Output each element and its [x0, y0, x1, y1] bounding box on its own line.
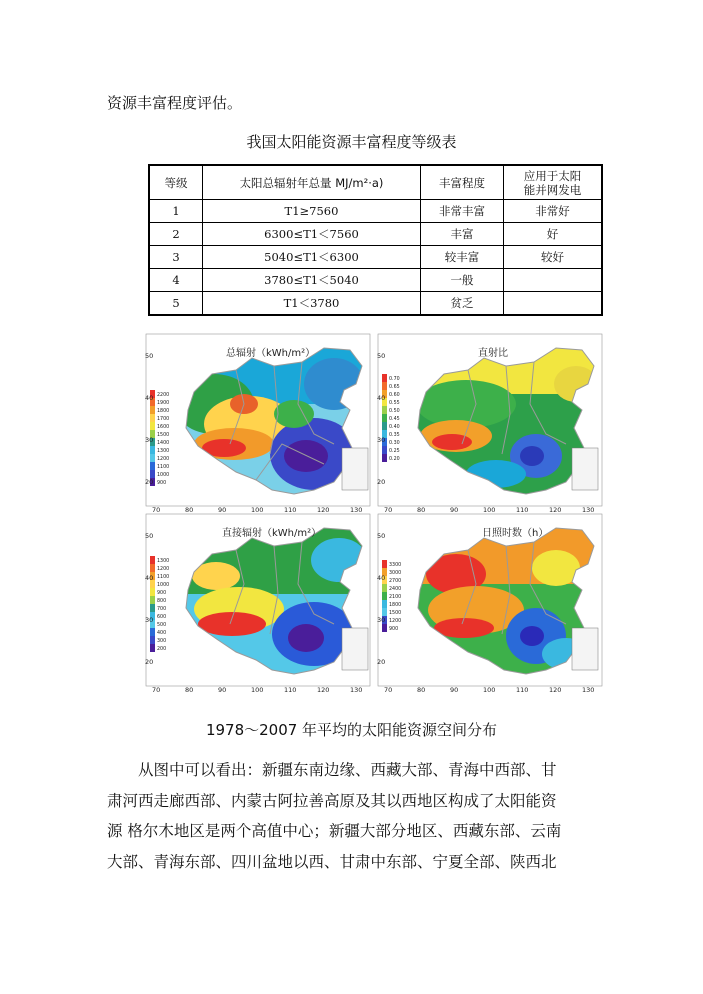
- y-tick-label: 40: [377, 394, 386, 402]
- table-title: 我国太阳能资源丰富程度等级表: [246, 133, 457, 151]
- x-tick-label: 80: [417, 686, 426, 694]
- legend-swatch: [150, 454, 155, 462]
- x-tick-label: 120: [317, 686, 330, 694]
- paragraph-line: 从图中可以看出：新疆东南边缘、西藏大部、青海中西部、甘: [138, 761, 557, 779]
- x-tick-label: 100: [483, 506, 496, 514]
- legend-swatch: [150, 414, 155, 422]
- legend-swatch: [382, 414, 387, 422]
- legend-swatch: [382, 560, 387, 568]
- y-tick-label: 50: [145, 532, 154, 540]
- legend-label: 500: [157, 623, 167, 628]
- legend-label: 1500: [157, 433, 170, 438]
- cell-richness: 较丰富: [421, 246, 504, 269]
- legend-label: 2200: [157, 393, 170, 398]
- legend-label: 1500: [389, 611, 402, 616]
- x-tick-label: 90: [218, 506, 227, 514]
- legend-swatch: [382, 584, 387, 592]
- x-tick-label: 80: [185, 506, 194, 514]
- cell-application: [504, 269, 603, 292]
- cell-richness: 非常丰富: [421, 200, 504, 223]
- legend-label: 300: [157, 639, 167, 644]
- table-row: [149, 292, 602, 316]
- legend-swatch: [150, 588, 155, 596]
- legend-label: 900: [157, 591, 167, 596]
- legend-label: 1800: [157, 409, 170, 414]
- cell-radiation: T1≥7560: [203, 200, 421, 223]
- paragraph-line: 大部、青海东部、四川盆地以西、甘肃中东部、宁夏全部、陕西北: [107, 852, 557, 871]
- x-tick-label: 100: [251, 686, 264, 694]
- y-tick-label: 30: [145, 436, 154, 444]
- legend-swatch: [150, 636, 155, 644]
- x-tick-label: 110: [284, 506, 297, 514]
- legend-swatch: [150, 604, 155, 612]
- legend-label: 1200: [157, 567, 170, 572]
- cell-richness: 丰富: [421, 223, 504, 246]
- map-direct-radiation: [146, 514, 374, 686]
- map-direct-ratio: [378, 334, 606, 506]
- x-tick-label: 120: [317, 506, 330, 514]
- legend-label: 1100: [157, 465, 170, 470]
- legend-label: 0.25: [389, 449, 400, 454]
- legend-swatch: [382, 406, 387, 414]
- legend-label: 400: [157, 631, 167, 636]
- y-tick-label: 30: [145, 616, 154, 624]
- legend-label: 1000: [157, 473, 170, 478]
- header-radiation: [203, 165, 421, 200]
- x-tick-label: 130: [582, 686, 595, 694]
- header-richness: 丰富程度: [421, 165, 504, 200]
- legend-swatch: [382, 422, 387, 430]
- y-tick-label: 20: [145, 658, 154, 666]
- x-tick-label: 120: [549, 506, 562, 514]
- grade-table: [148, 164, 603, 316]
- x-tick-label: 130: [582, 506, 595, 514]
- y-tick-label: 40: [145, 394, 154, 402]
- header-application-line: 能并网发电: [523, 182, 582, 197]
- legend-swatch: [382, 592, 387, 600]
- y-tick-label: 40: [377, 574, 386, 582]
- x-tick-label: 130: [350, 686, 363, 694]
- cell-grade: 4: [149, 269, 203, 292]
- x-tick-label: 120: [549, 686, 562, 694]
- table-row: [149, 223, 602, 246]
- cell-application: 好: [504, 223, 603, 246]
- legend-swatch: [382, 374, 387, 382]
- cell-radiation: T1＜3780: [203, 292, 421, 316]
- cell-application: 非常好: [504, 200, 603, 223]
- legend-swatch: [150, 470, 155, 478]
- cell-application: 较好: [504, 246, 603, 269]
- cell-grade: 5: [149, 292, 203, 316]
- header-application: [504, 165, 603, 200]
- legend-label: 1600: [157, 425, 170, 430]
- legend-label: 900: [157, 481, 167, 486]
- cell-radiation: 5040≤T1＜6300: [203, 246, 421, 269]
- y-tick-label: 30: [377, 436, 386, 444]
- legend-swatch: [382, 382, 387, 390]
- cell-grade: 1: [149, 200, 203, 223]
- paragraph-line: 源 格尔木地区是两个高值中心；新疆大部分地区、西藏东部、云南: [107, 822, 562, 840]
- y-tick-label: 20: [377, 658, 386, 666]
- table-row: [149, 246, 602, 269]
- map-title: 直射比: [478, 348, 508, 359]
- legend-label: 0.60: [389, 393, 400, 398]
- legend-label: 1300: [157, 449, 170, 454]
- legend-label: 1000: [157, 583, 170, 588]
- table-header-row: [149, 165, 602, 200]
- legend-swatch: [382, 600, 387, 608]
- cell-grade: 3: [149, 246, 203, 269]
- legend-label: 3300: [389, 563, 402, 568]
- header-radiation-label: 太阳总辐射年总量 MJ/m²·a): [239, 175, 384, 190]
- x-tick-label: 130: [350, 506, 363, 514]
- legend-label: 600: [157, 615, 167, 620]
- figure-caption: 1978～2007 年平均的太阳能资源空间分布: [205, 721, 498, 739]
- x-tick-label: 70: [152, 686, 161, 694]
- y-tick-label: 50: [145, 352, 154, 360]
- x-tick-label: 100: [251, 506, 264, 514]
- legend-swatch: [382, 446, 387, 454]
- legend-swatch: [150, 644, 155, 652]
- x-tick-label: 90: [218, 686, 227, 694]
- x-tick-label: 90: [450, 506, 459, 514]
- cell-richness: 贫乏: [421, 292, 504, 316]
- header-grade: 等级: [149, 165, 203, 200]
- x-tick-label: 80: [185, 686, 194, 694]
- legend-swatch: [150, 628, 155, 636]
- x-tick-label: 70: [384, 506, 393, 514]
- table-row: [149, 200, 602, 223]
- legend-swatch: [150, 422, 155, 430]
- y-tick-label: 40: [145, 574, 154, 582]
- legend-swatch: [150, 462, 155, 470]
- legend-label: 0.45: [389, 417, 400, 422]
- legend-label: 1400: [157, 441, 170, 446]
- header-application-label: [514, 169, 592, 197]
- x-tick-label: 70: [384, 686, 393, 694]
- map-total-radiation: [146, 334, 374, 506]
- x-tick-label: 80: [417, 506, 426, 514]
- paragraph-line: 肃河西走廊西部、内蒙古阿拉善高原及其以西地区构成了太阳能资: [107, 791, 557, 810]
- legend-swatch: [382, 624, 387, 632]
- y-tick-label: 20: [377, 478, 386, 486]
- solar-maps-figure: [145, 334, 604, 694]
- x-tick-label: 100: [483, 686, 496, 694]
- legend-label: 1700: [157, 417, 170, 422]
- y-tick-label: 20: [145, 478, 154, 486]
- legend-label: 3000: [389, 571, 402, 576]
- y-tick-label: 50: [377, 352, 386, 360]
- header-application-line: 应用于太阳: [523, 168, 582, 183]
- legend-swatch: [150, 596, 155, 604]
- legend-label: 0.35: [389, 433, 400, 438]
- legend-label: 2400: [389, 587, 402, 592]
- legend-label: 0.50: [389, 409, 400, 414]
- legend-swatch: [150, 406, 155, 414]
- legend-label: 900: [389, 627, 399, 632]
- legend-label: 700: [157, 607, 167, 612]
- cell-grade: 2: [149, 223, 203, 246]
- y-tick-label: 50: [377, 532, 386, 540]
- legend-label: 1100: [157, 575, 170, 580]
- legend-label: 2100: [389, 595, 402, 600]
- legend-label: 0.65: [389, 385, 400, 390]
- cell-richness: 一般: [421, 269, 504, 292]
- legend-swatch: [150, 564, 155, 572]
- legend-swatch: [150, 446, 155, 454]
- legend-label: 1200: [157, 457, 170, 462]
- legend-label: 200: [157, 647, 167, 652]
- legend-label: 1200: [389, 619, 402, 624]
- map-sunshine-hours: [378, 514, 606, 686]
- x-tick-label: 110: [284, 686, 297, 694]
- body-paragraph: [107, 755, 599, 877]
- legend-label: 0.55: [389, 401, 400, 406]
- cell-application: [504, 292, 603, 316]
- x-tick-label: 110: [516, 506, 529, 514]
- intro-text: 资源丰富程度评估。: [107, 94, 243, 112]
- table-row: [149, 269, 602, 292]
- legend-label: 800: [157, 599, 167, 604]
- legend-swatch: [382, 454, 387, 462]
- y-tick-label: 30: [377, 616, 386, 624]
- map-title: 直接辐射（kWh/m²）: [222, 528, 322, 539]
- legend-swatch: [150, 556, 155, 564]
- legend-label: 2700: [389, 579, 402, 584]
- x-tick-label: 110: [516, 686, 529, 694]
- legend-swatch: [382, 608, 387, 616]
- legend-label: 1900: [157, 401, 170, 406]
- cell-radiation: 3780≤T1＜5040: [203, 269, 421, 292]
- legend-label: 0.30: [389, 441, 400, 446]
- map-title: 日照时数（h）: [482, 528, 549, 539]
- legend-label: 0.40: [389, 425, 400, 430]
- legend-label: 1300: [157, 559, 170, 564]
- x-tick-label: 70: [152, 506, 161, 514]
- legend-label: 1800: [389, 603, 402, 608]
- legend-label: 0.20: [389, 457, 400, 462]
- cell-radiation: 6300≤T1＜7560: [203, 223, 421, 246]
- legend-label: 0.70: [389, 377, 400, 382]
- map-title: 总辐射（kWh/m²）: [226, 348, 316, 359]
- x-tick-label: 90: [450, 686, 459, 694]
